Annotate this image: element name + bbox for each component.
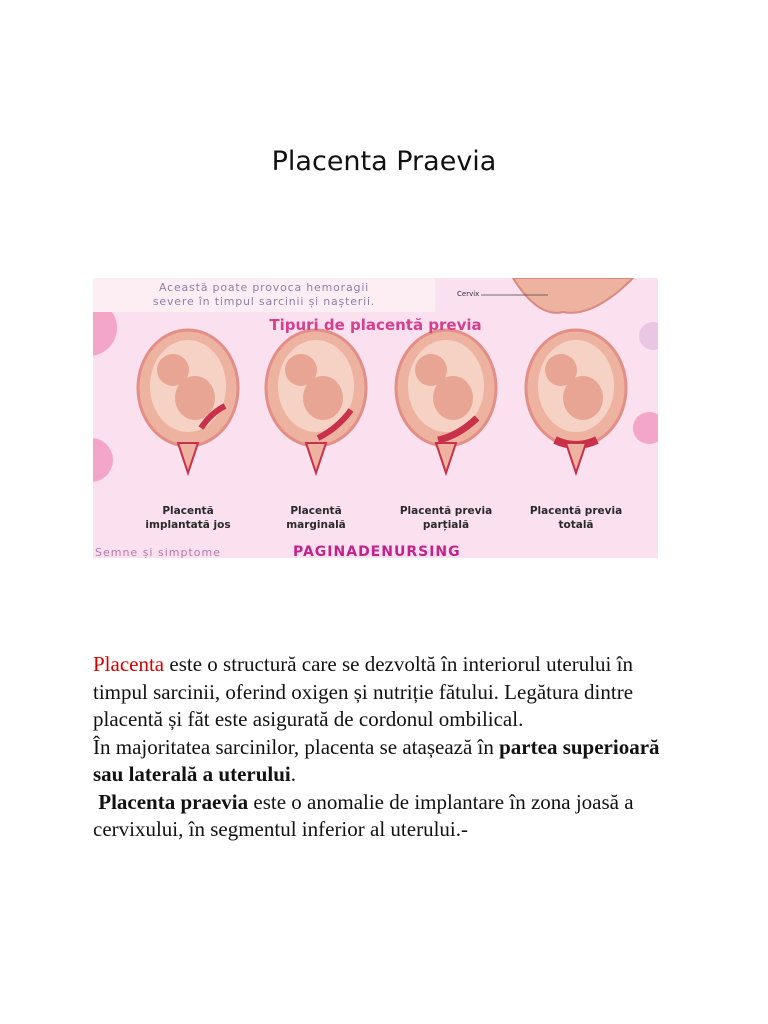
label-partial-line2: parțială [422, 519, 470, 531]
label-partial-line1: Placentă previa [399, 505, 493, 517]
warning-banner [93, 278, 435, 312]
term-placenta: Placenta [93, 652, 165, 676]
illustration-title: Tipuri de placentă previa [269, 316, 482, 334]
label-low-lying-line2: implantată jos [145, 519, 231, 531]
banner-line-1: Această poate provoca hemoragii [158, 281, 370, 294]
label-total-line1: Placentă previa [529, 505, 623, 517]
page-title: Placenta Praevia [271, 146, 497, 177]
uterus-total [526, 330, 626, 473]
banner-line-2: severe în timpul sarcinii și nașterii. [152, 295, 376, 308]
cervix-label: Cervix [457, 290, 480, 298]
body-text [93, 651, 683, 844]
uterus-partial [396, 330, 496, 473]
paragraph-2-text: În majoritatea sarcinilor, placenta se atașează în [93, 734, 500, 759]
label-low-lying [124, 504, 252, 532]
placenta-previa-illustration [93, 278, 658, 558]
paragraph-2-bold: partea superioară sau laterală a uterului [93, 734, 660, 786]
paragraph-1 [93, 651, 683, 734]
label-marginal-line2: marginală [286, 519, 346, 531]
uterus-marginal [266, 330, 366, 473]
site-logo: PAGINADENURSING [293, 544, 461, 558]
label-partial [382, 504, 510, 532]
paragraph-2 [93, 734, 683, 789]
label-marginal-line1: Placentă [290, 505, 342, 517]
symptoms-caption: Semne și simptome [95, 546, 221, 558]
paragraph-2-end: . [290, 762, 296, 786]
term-placenta-praevia: Placenta praevia [93, 789, 249, 814]
paragraph-3 [93, 789, 683, 844]
label-low-lying-line1: Placentă [162, 505, 214, 517]
label-total-line2: totală [558, 519, 594, 531]
label-total [512, 504, 640, 532]
paragraph-3-text: este o anomalie de implantare în zona joasă a cervixului, în segmentul inferior al uterului.- [93, 789, 634, 841]
decor-circle-left-bottom [93, 438, 113, 482]
paragraph-1-text: este o structură care se dezvoltă în interiorul uterului în timpul sarcinii, oferind oxigen și nutriție fătului. Legătura dintre placentă și făt este asigurată de cordonul ombilical. [93, 652, 634, 731]
label-marginal [252, 504, 380, 532]
decor-circle-right-bottom [633, 412, 658, 444]
uterus-low-lying [138, 330, 238, 473]
